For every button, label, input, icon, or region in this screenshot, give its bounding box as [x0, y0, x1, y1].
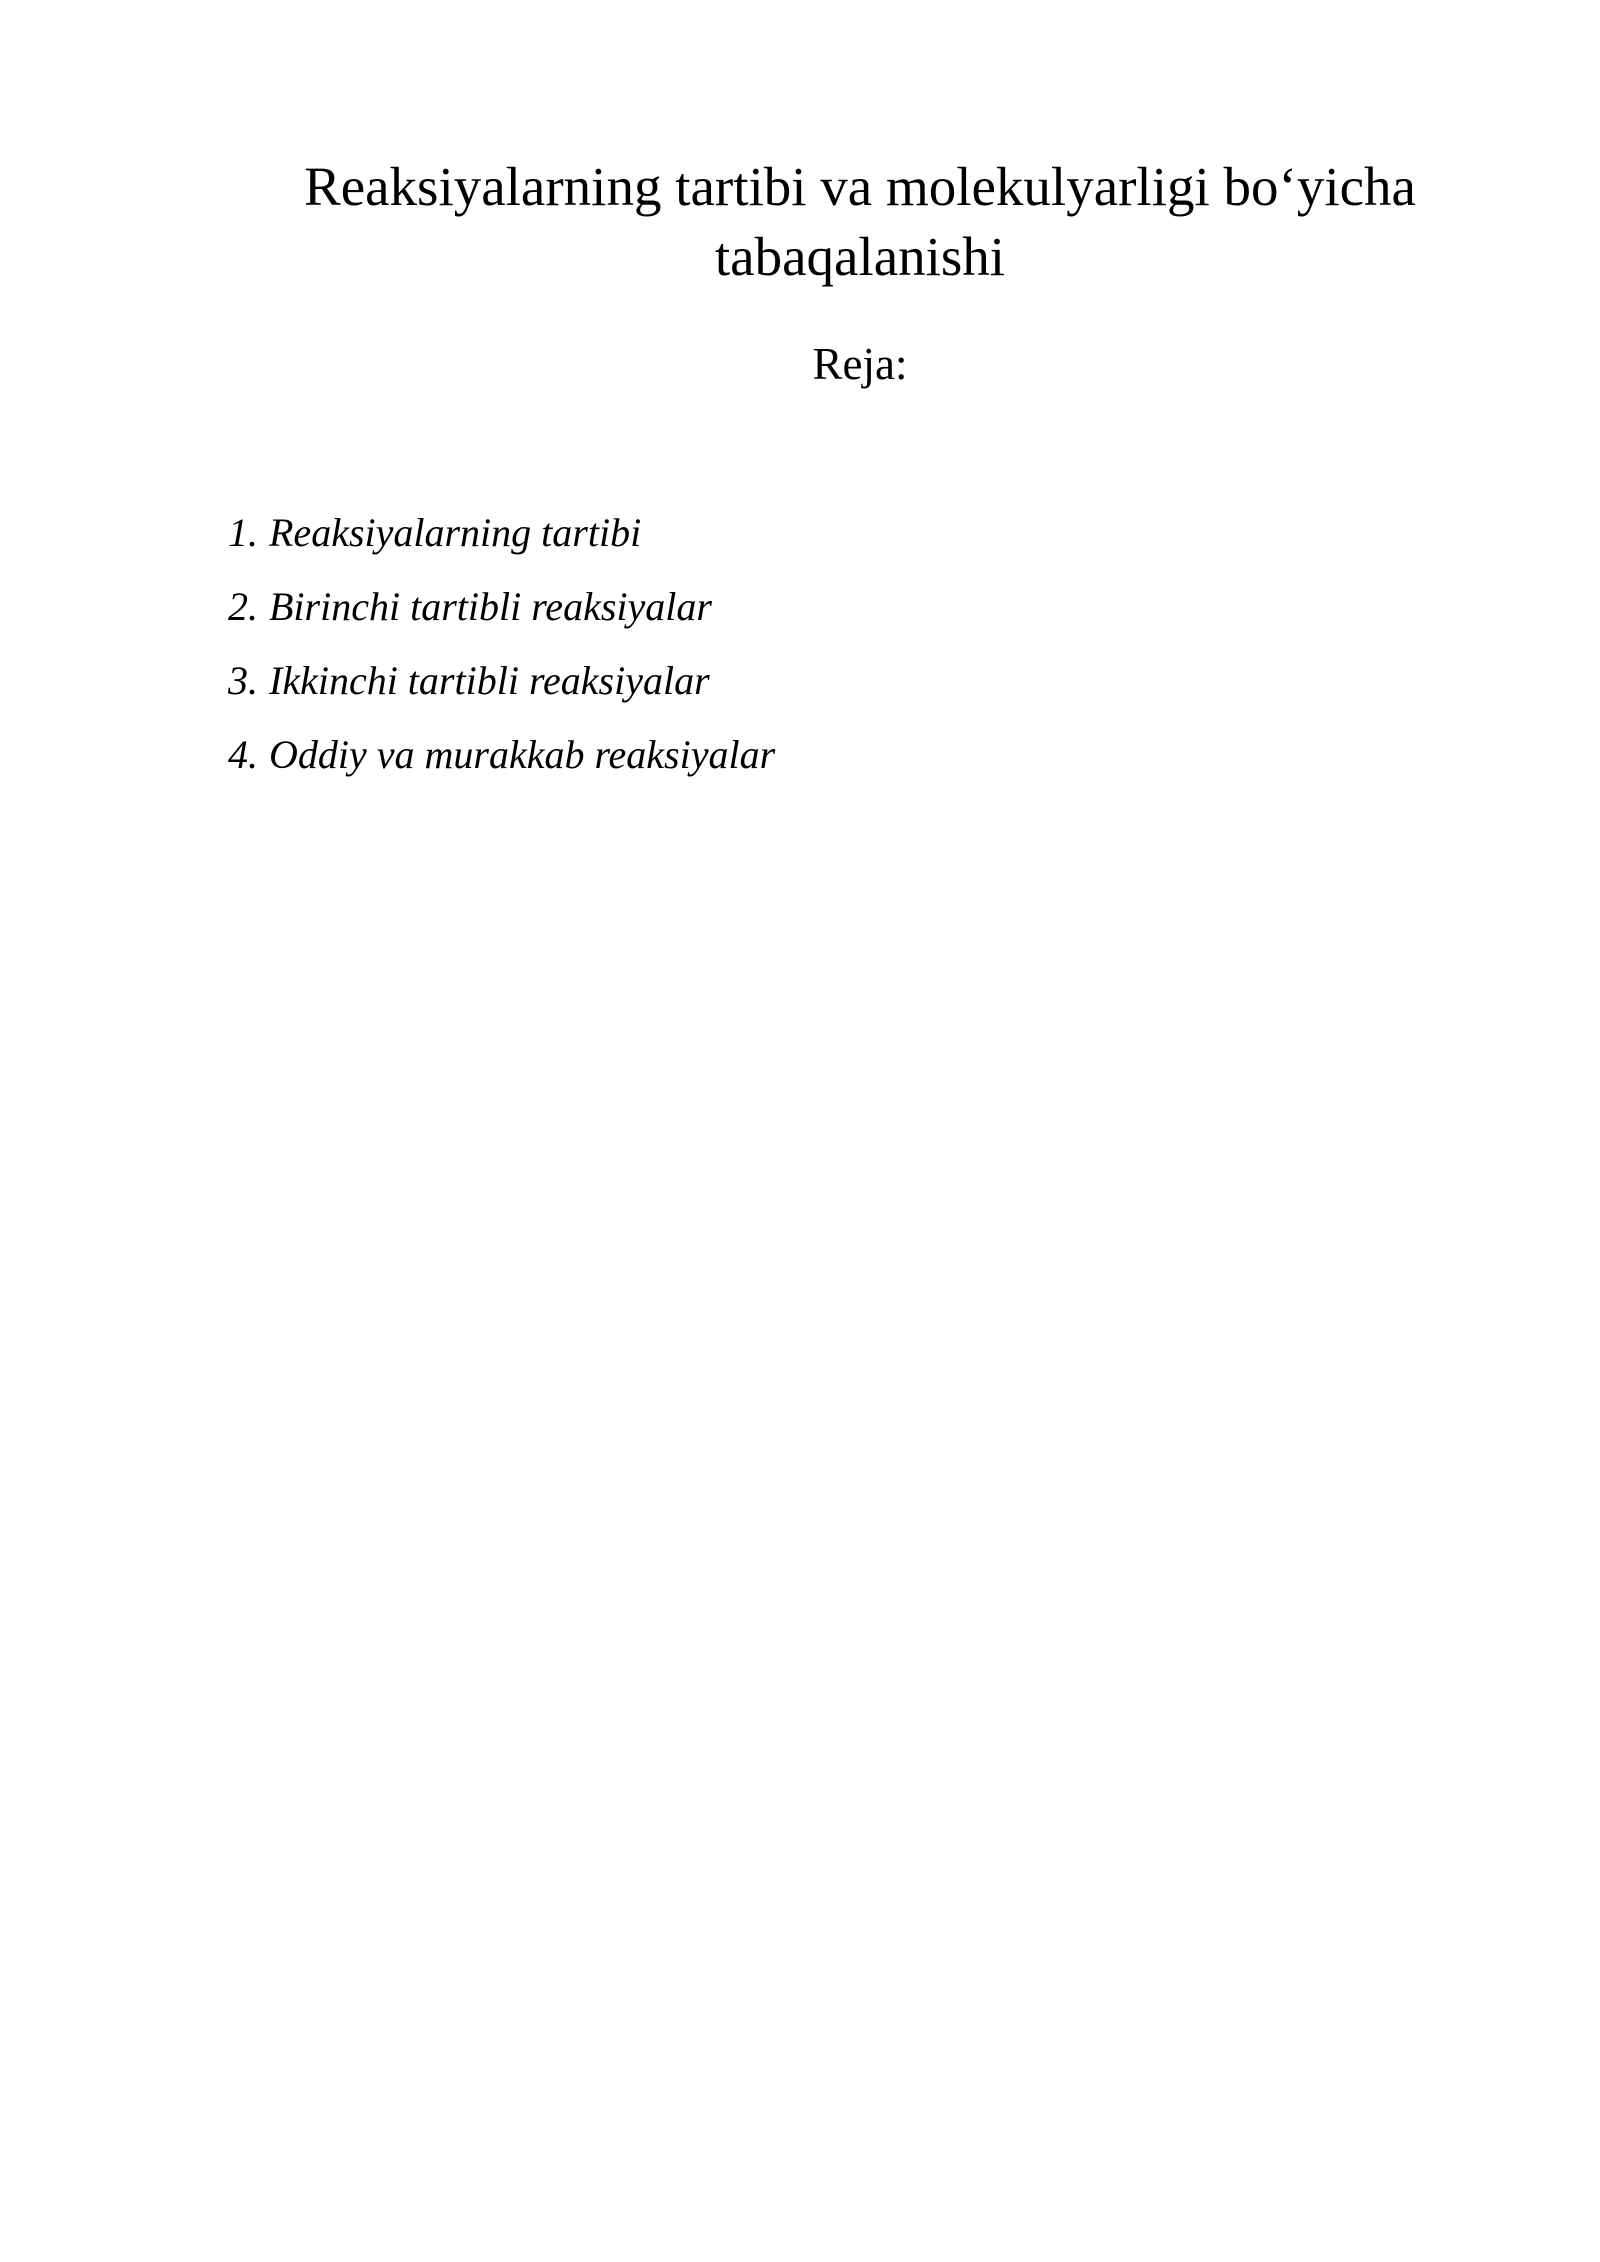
plan-item-text: Reaksiyalarning tartibi: [269, 510, 642, 555]
plan-item-number: 2.: [228, 584, 258, 629]
plan-item: [228, 508, 775, 558]
plan-item-text: Oddiy va murakkab reaksiyalar: [269, 732, 776, 777]
plan-item-text: Birinchi tartibli reaksiyalar: [269, 584, 712, 629]
plan-item-number: 1.: [228, 510, 258, 555]
plan-item: [228, 730, 775, 780]
plan-heading: Reja:: [812, 339, 908, 389]
plan-list: [228, 508, 775, 804]
plan-item-number: 3.: [228, 658, 258, 703]
title-line-1: Reaksiyalarning tartibi va molekulyarligi bo‘yicha: [304, 156, 1416, 217]
plan-item: [228, 582, 775, 632]
plan-item-text: Ikkinchi tartibli reaksiyalar: [269, 658, 710, 703]
plan-item: [228, 656, 775, 706]
document-title: [240, 152, 1480, 292]
title-line-2: tabaqalanishi: [714, 226, 1006, 287]
plan-item-number: 4.: [228, 732, 258, 777]
